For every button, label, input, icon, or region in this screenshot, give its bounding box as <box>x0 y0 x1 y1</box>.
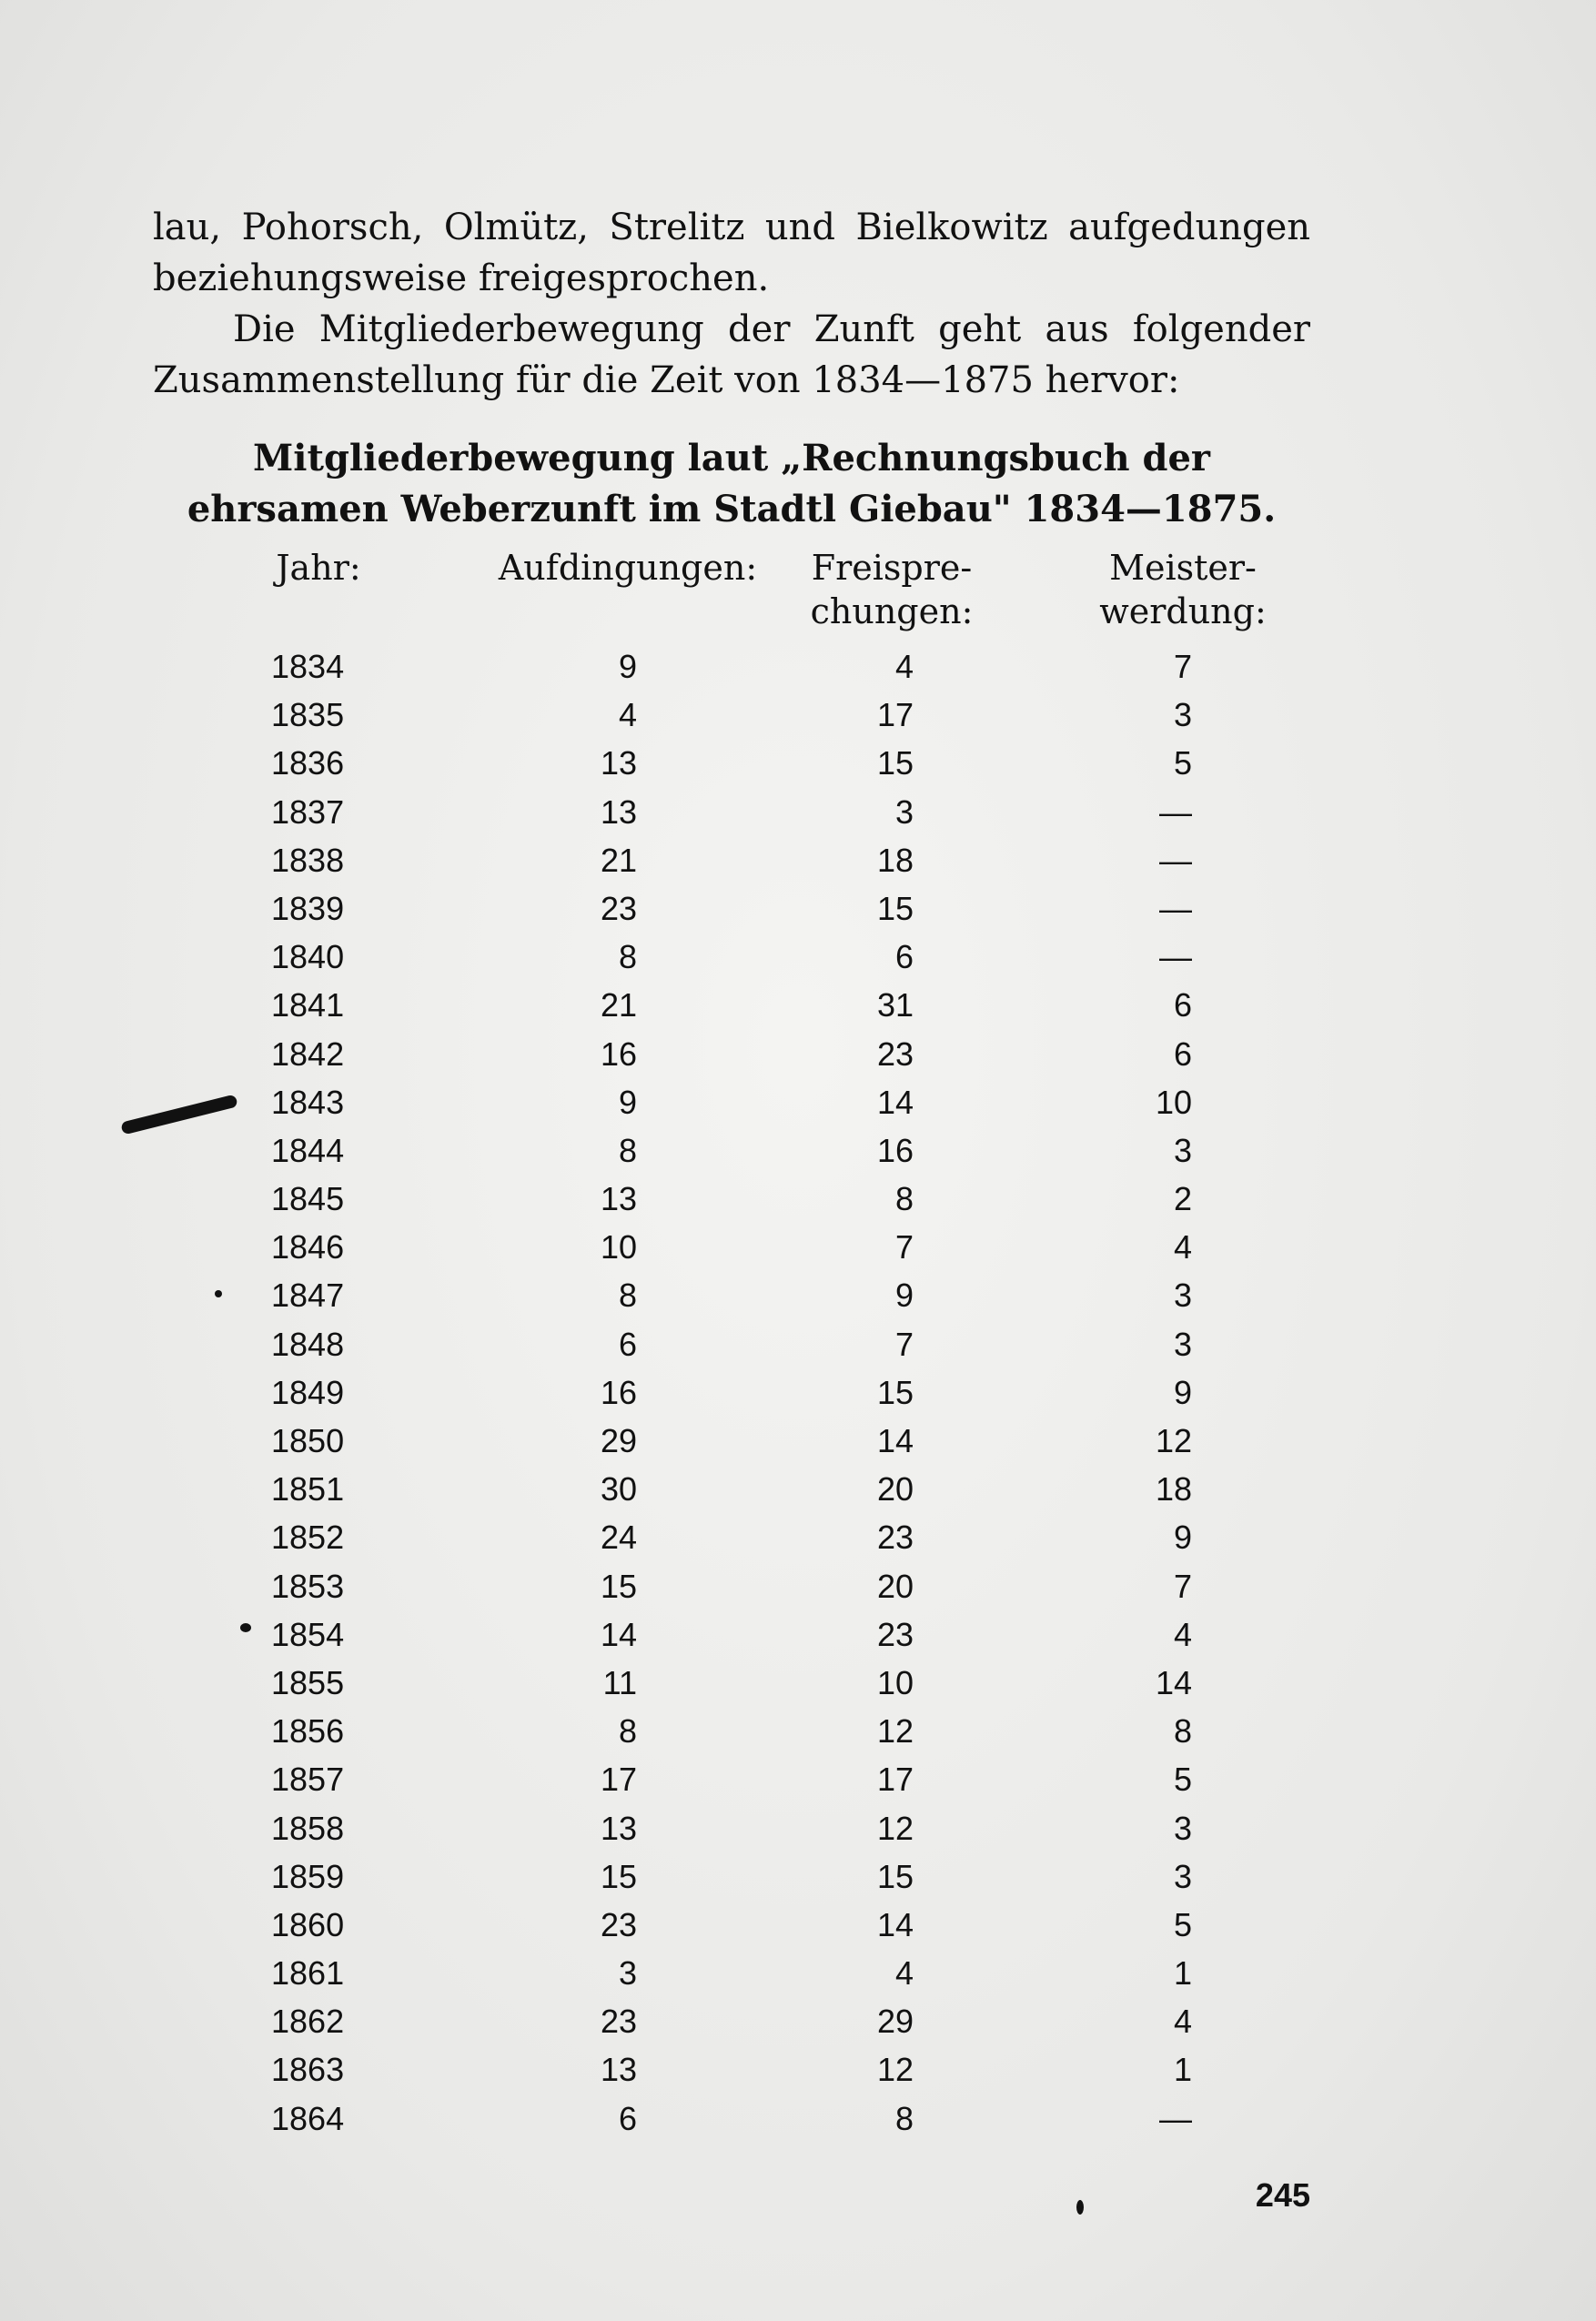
ink-speck <box>215 1290 222 1297</box>
table-row <box>0 2094 1596 2143</box>
cell-year: 1841 <box>271 986 345 1024</box>
cell-year: 1857 <box>271 1761 345 1799</box>
table-row <box>0 739 1596 787</box>
cell-year: 1852 <box>271 1519 345 1557</box>
cell-aufdingungen: 10 <box>600 1228 637 1266</box>
table-row <box>0 1175 1596 1223</box>
cell-year: 1863 <box>271 2051 345 2089</box>
table-row <box>0 1852 1596 1901</box>
table-row <box>0 1997 1596 2045</box>
table-row <box>0 1513 1596 1561</box>
cell-meisterwerdung: 8 <box>1173 1712 1192 1751</box>
cell-year: 1860 <box>271 1905 345 1943</box>
cell-aufdingungen: 23 <box>600 889 637 927</box>
table-row <box>0 933 1596 981</box>
cell-meisterwerdung: 3 <box>1173 1809 1192 1847</box>
cell-year: 1859 <box>271 1857 345 1895</box>
cell-meisterwerdung: 4 <box>1173 2003 1192 2041</box>
table-row <box>0 1320 1596 1368</box>
cell-aufdingungen: 15 <box>600 1857 637 1895</box>
cell-freisprechungen: 10 <box>876 1663 914 1701</box>
cell-year: 1847 <box>271 1277 345 1315</box>
table-row <box>0 1755 1596 1803</box>
cell-freisprechungen: 20 <box>876 1567 914 1605</box>
cell-year: 1862 <box>271 2003 345 2041</box>
cell-aufdingungen: 17 <box>600 1761 637 1799</box>
table-row <box>0 1223 1596 1271</box>
cell-aufdingungen: 24 <box>600 1519 637 1557</box>
column-header-year: Jahr: <box>276 548 361 588</box>
cell-freisprechungen: 14 <box>876 1905 914 1943</box>
cell-year: 1855 <box>271 1663 345 1701</box>
cell-year: 1853 <box>271 1567 345 1605</box>
cell-aufdingungen: 6 <box>618 2099 637 2137</box>
cell-meisterwerdung: 9 <box>1173 1373 1192 1411</box>
cell-freisprechungen: 7 <box>894 1228 914 1266</box>
cell-meisterwerdung: 7 <box>1173 648 1192 685</box>
table-row <box>0 1417 1596 1465</box>
cell-meisterwerdung: 3 <box>1173 1131 1192 1169</box>
column-header-freisprechungen: Freispre- chungen: <box>810 548 974 631</box>
cell-year: 1851 <box>271 1470 345 1509</box>
cell-aufdingungen: 3 <box>618 1954 637 1993</box>
cell-aufdingungen: 21 <box>600 841 637 879</box>
table-row <box>0 642 1596 691</box>
table-row <box>0 981 1596 1029</box>
cell-meisterwerdung: 5 <box>1173 744 1192 782</box>
cell-meisterwerdung: — <box>1159 938 1192 976</box>
cell-meisterwerdung: 4 <box>1173 1228 1192 1266</box>
cell-aufdingungen: 29 <box>600 1422 637 1459</box>
cell-freisprechungen: 12 <box>876 1712 914 1751</box>
cell-freisprechungen: 14 <box>876 1422 914 1459</box>
cell-aufdingungen: 6 <box>618 1325 637 1363</box>
cell-freisprechungen: 17 <box>876 1761 914 1799</box>
table-row <box>0 884 1596 933</box>
cell-aufdingungen: 16 <box>600 1034 637 1073</box>
cell-year: 1843 <box>271 1083 345 1121</box>
table-row <box>0 691 1596 739</box>
cell-meisterwerdung: 1 <box>1173 2051 1192 2089</box>
cell-year: 1844 <box>271 1131 345 1169</box>
table-row <box>0 1368 1596 1417</box>
cell-freisprechungen: 15 <box>876 1373 914 1411</box>
cell-freisprechungen: 31 <box>876 986 914 1024</box>
cell-freisprechungen: 29 <box>876 2003 914 2041</box>
cell-freisprechungen: 23 <box>876 1519 914 1557</box>
membership-table <box>0 642 1596 2143</box>
cell-freisprechungen: 17 <box>876 696 914 734</box>
cell-meisterwerdung: 3 <box>1173 1857 1192 1895</box>
cell-year: 1840 <box>271 938 345 976</box>
cell-meisterwerdung: — <box>1159 2099 1192 2137</box>
cell-aufdingungen: 4 <box>618 696 637 734</box>
cell-meisterwerdung: 5 <box>1173 1761 1192 1799</box>
table-row <box>0 788 1596 836</box>
cell-aufdingungen: 13 <box>600 744 637 782</box>
cell-freisprechungen: 6 <box>894 938 914 976</box>
cell-freisprechungen: 16 <box>876 1131 914 1169</box>
cell-year: 1846 <box>271 1228 345 1266</box>
cell-aufdingungen: 15 <box>600 1567 637 1605</box>
cell-meisterwerdung: 10 <box>1155 1083 1192 1121</box>
cell-freisprechungen: 3 <box>894 792 914 831</box>
cell-aufdingungen: 23 <box>600 1905 637 1943</box>
cell-meisterwerdung: 7 <box>1173 1567 1192 1605</box>
ink-speck <box>240 1623 251 1632</box>
cell-freisprechungen: 12 <box>876 1809 914 1847</box>
table-row <box>0 1659 1596 1707</box>
column-header-aufdingungen: Aufdingungen: <box>498 548 758 588</box>
table-heading: Mitgliederbewegung laut „Rechnungsbuch der ehrsamen Weberzunft im Stadtl Giebau" 1834—1875. <box>187 437 1277 530</box>
cell-year: 1854 <box>271 1615 345 1653</box>
cell-aufdingungen: 13 <box>600 792 637 831</box>
cell-meisterwerdung: 3 <box>1173 1325 1192 1363</box>
cell-year: 1856 <box>271 1712 345 1751</box>
table-row <box>0 1707 1596 1755</box>
cell-year: 1848 <box>271 1325 345 1363</box>
cell-meisterwerdung: 6 <box>1173 986 1192 1024</box>
table-row <box>0 1901 1596 1949</box>
cell-meisterwerdung: 14 <box>1155 1663 1192 1701</box>
paragraph-continuation: lau, Pohorsch, Olmütz, Strelitz und Bielkowitz aufgedungen beziehungsweise freigesprochen. <box>153 207 1310 299</box>
cell-meisterwerdung: 3 <box>1173 696 1192 734</box>
table-row <box>0 836 1596 884</box>
table-row <box>0 1465 1596 1513</box>
cell-aufdingungen: 11 <box>602 1663 637 1701</box>
cell-year: 1836 <box>271 744 345 782</box>
cell-freisprechungen: 15 <box>876 1857 914 1895</box>
cell-year: 1839 <box>271 889 345 927</box>
cell-aufdingungen: 8 <box>618 1131 637 1169</box>
cell-freisprechungen: 23 <box>876 1615 914 1653</box>
cell-meisterwerdung: 4 <box>1173 1615 1192 1653</box>
cell-meisterwerdung: 18 <box>1155 1470 1192 1509</box>
cell-year: 1849 <box>271 1373 345 1411</box>
cell-aufdingungen: 8 <box>618 1277 637 1315</box>
cell-aufdingungen: 8 <box>618 1712 637 1751</box>
cell-freisprechungen: 15 <box>876 744 914 782</box>
column-header-meisterwerdung: Meister- werdung: <box>1099 548 1267 631</box>
cell-year: 1845 <box>271 1180 345 1218</box>
cell-aufdingungen: 30 <box>600 1470 637 1509</box>
cell-year: 1850 <box>271 1422 345 1459</box>
cell-year: 1858 <box>271 1809 345 1847</box>
cell-freisprechungen: 8 <box>894 1180 914 1218</box>
cell-meisterwerdung: 9 <box>1173 1519 1192 1557</box>
cell-year: 1835 <box>271 696 345 734</box>
cell-aufdingungen: 13 <box>600 1809 637 1847</box>
cell-aufdingungen: 21 <box>600 986 637 1024</box>
cell-year: 1834 <box>271 648 345 685</box>
cell-meisterwerdung: 6 <box>1173 1034 1192 1073</box>
cell-freisprechungen: 12 <box>876 2051 914 2089</box>
table-row <box>0 1030 1596 1078</box>
page-number: 245 <box>1255 2176 1310 2214</box>
cell-aufdingungen: 9 <box>618 648 637 685</box>
cell-meisterwerdung: 1 <box>1173 1954 1192 1993</box>
cell-year: 1861 <box>271 1954 345 1993</box>
table-row <box>0 1078 1596 1126</box>
paragraph-intro: Die Mitgliederbewegung der Zunft geht aus folgender Zusammenstellung für die Zeit von 1834—1875 hervor: <box>153 308 1310 401</box>
table-row <box>0 1949 1596 1997</box>
cell-year: 1842 <box>271 1034 345 1073</box>
cell-freisprechungen: 4 <box>894 1954 914 1993</box>
ink-speck <box>1076 2200 1084 2215</box>
table-row <box>0 2045 1596 2094</box>
cell-freisprechungen: 4 <box>894 648 914 685</box>
cell-meisterwerdung: 3 <box>1173 1277 1192 1315</box>
table-row <box>0 1804 1596 1852</box>
cell-meisterwerdung: — <box>1159 889 1192 927</box>
cell-aufdingungen: 9 <box>618 1083 637 1121</box>
cell-freisprechungen: 23 <box>876 1034 914 1073</box>
cell-meisterwerdung: 2 <box>1173 1180 1192 1218</box>
cell-meisterwerdung: — <box>1159 792 1192 831</box>
cell-freisprechungen: 20 <box>876 1470 914 1509</box>
cell-year: 1837 <box>271 792 345 831</box>
cell-aufdingungen: 8 <box>618 938 637 976</box>
cell-meisterwerdung: 5 <box>1173 1905 1192 1943</box>
cell-freisprechungen: 8 <box>894 2099 914 2137</box>
cell-aufdingungen: 14 <box>600 1615 637 1653</box>
cell-freisprechungen: 18 <box>876 841 914 879</box>
cell-freisprechungen: 9 <box>894 1277 914 1315</box>
cell-meisterwerdung: — <box>1159 841 1192 879</box>
cell-year: 1864 <box>271 2099 345 2137</box>
cell-year: 1838 <box>271 841 345 879</box>
cell-aufdingungen: 13 <box>600 2051 637 2089</box>
cell-freisprechungen: 14 <box>876 1083 914 1121</box>
cell-aufdingungen: 23 <box>600 2003 637 2041</box>
table-row <box>0 1610 1596 1659</box>
table-row <box>0 1562 1596 1610</box>
table-row <box>0 1271 1596 1319</box>
cell-freisprechungen: 7 <box>894 1325 914 1363</box>
cell-freisprechungen: 15 <box>876 889 914 927</box>
cell-aufdingungen: 13 <box>600 1180 637 1218</box>
cell-meisterwerdung: 12 <box>1155 1422 1192 1459</box>
cell-aufdingungen: 16 <box>600 1373 637 1411</box>
table-row <box>0 1126 1596 1175</box>
